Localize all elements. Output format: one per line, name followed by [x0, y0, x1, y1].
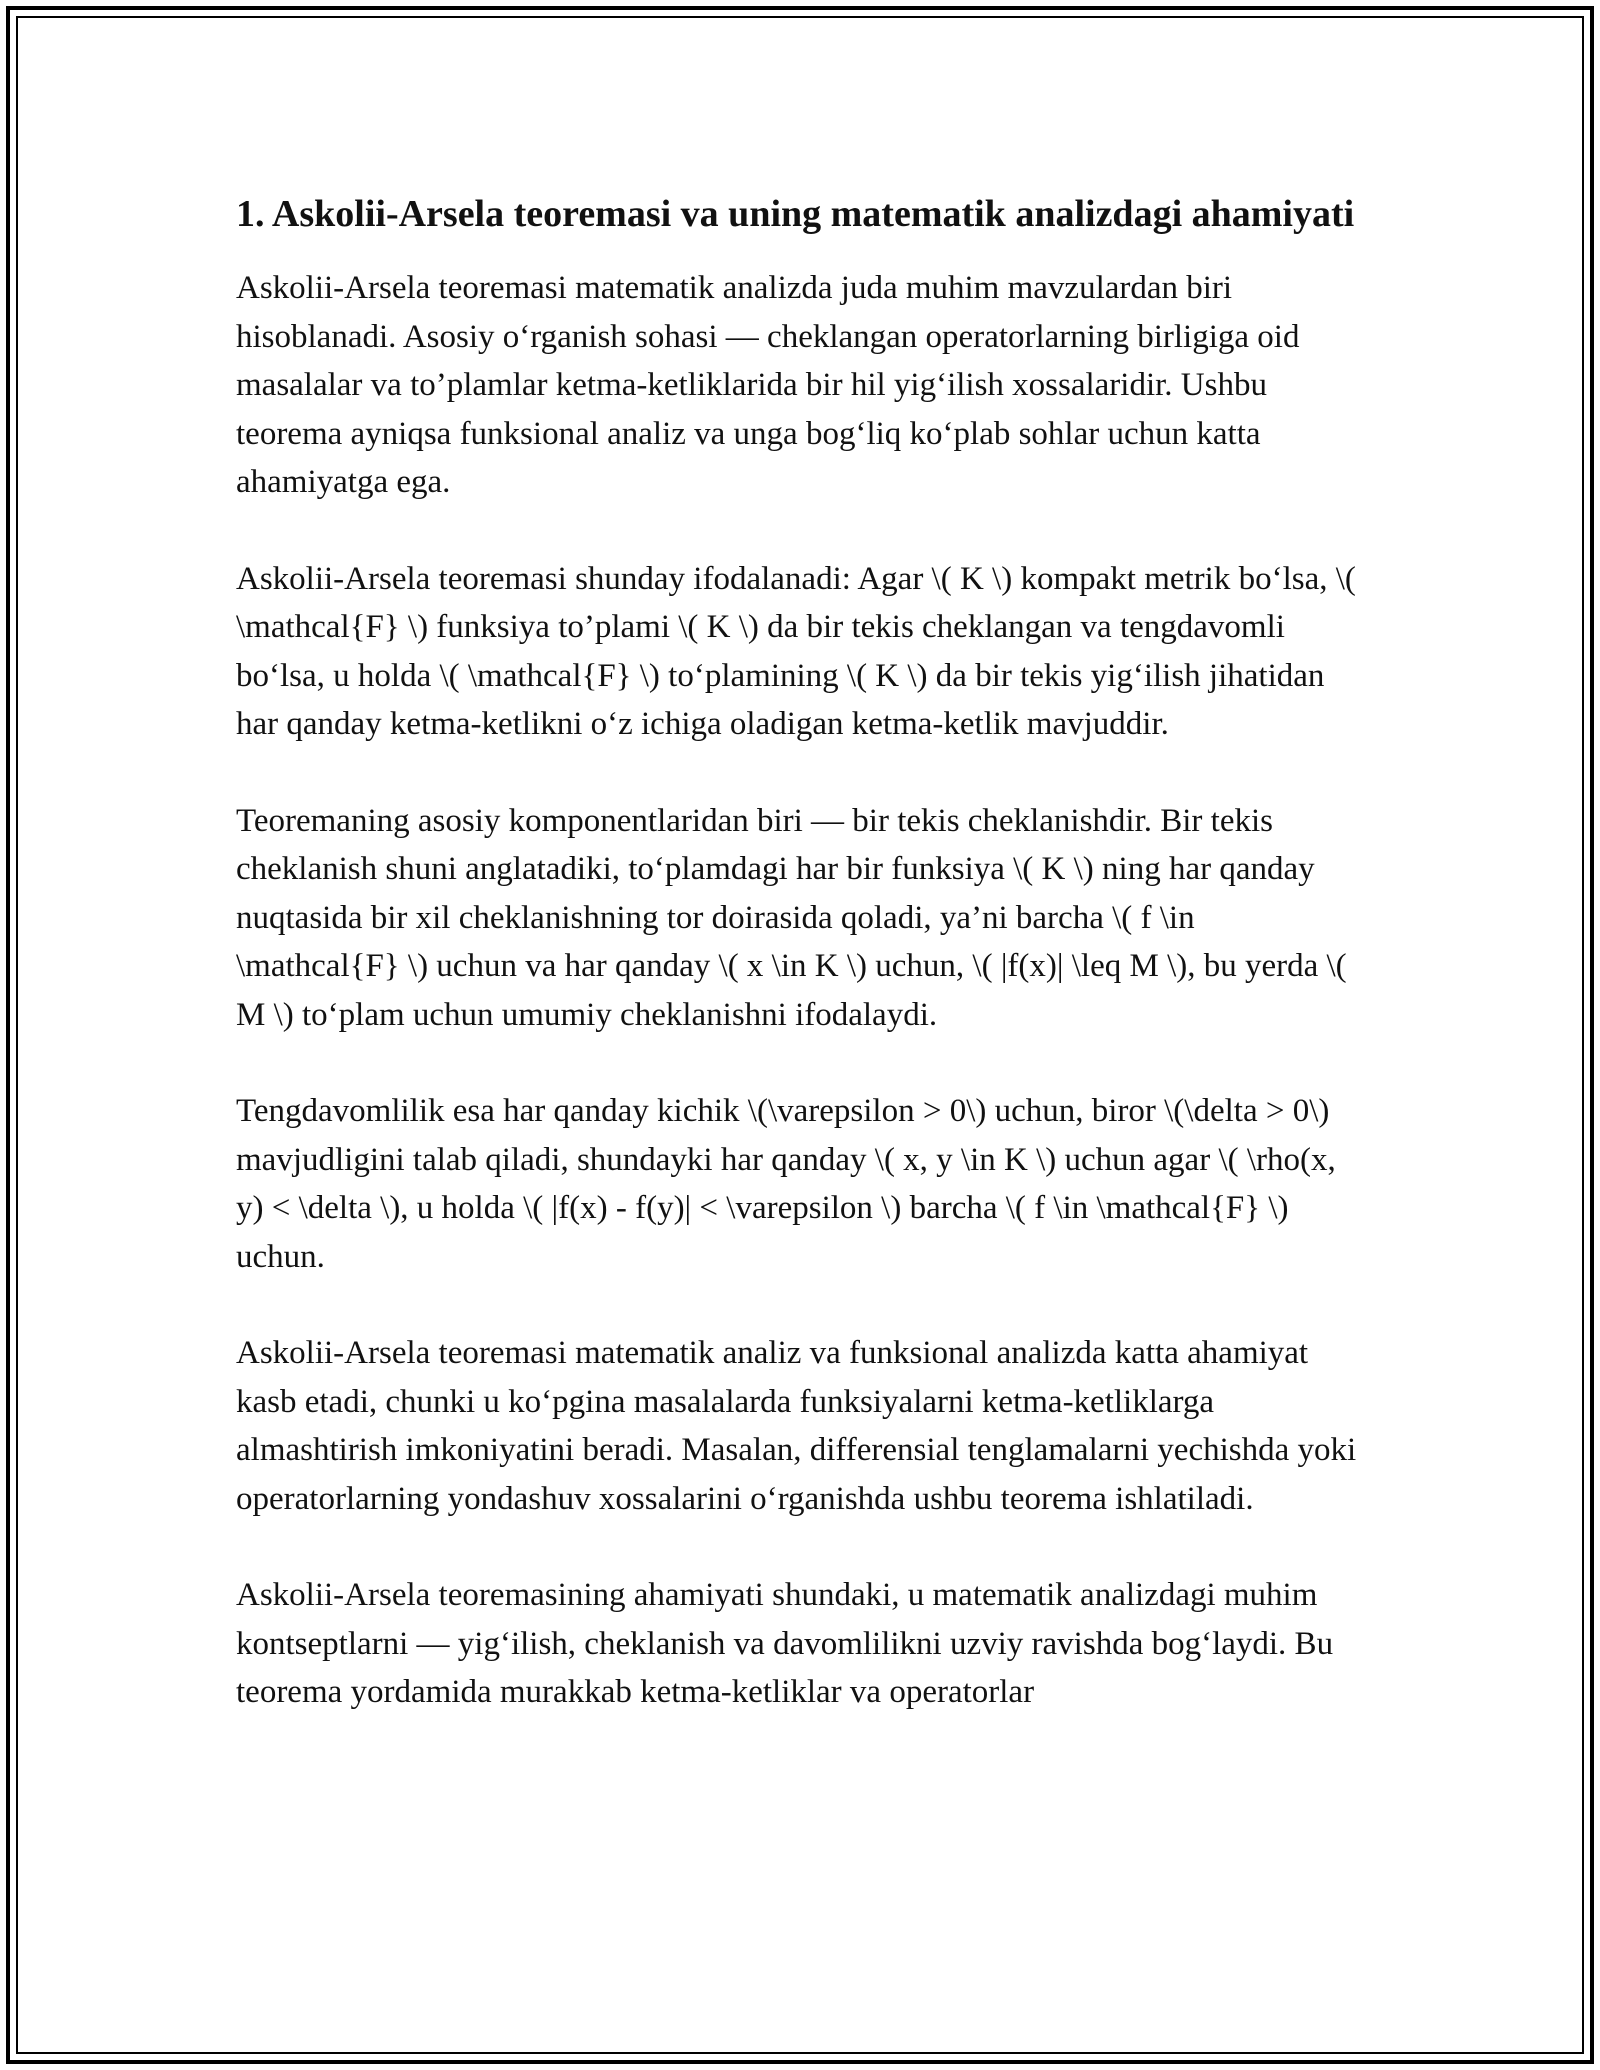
paragraph-equicontinuity: Tengdavomlilik esa har qanday kichik \(\varepsilon > 0\) uchun, biror \(\delta > 0\) mavjudligini talab qiladi, shundayki har qanday \( x, y \in K \) uchun agar \( \rho(x, y) < \delta \), u holda \( |f(x) - f(y)| < \varepsilon \) barcha \( f \in \mathcal{F} \) uchun. — [236, 1093, 1336, 1275]
paragraph-uniform-boundedness: Teoremaning asosiy komponentlaridan biri — bir tekis cheklanishdir. Bir tekis cheklanish shuni anglatadiki, to‘plamdagi har bir funksiya \( K \) ning har qanday nuqtasida bir xil cheklanishning tor doirasida qoladi, ya’ni barcha \( f \in \mathcal{F} \) uchun va har qanday \( x \in K \) uchun, \( |f(x)| \leq M \), bu yerda \( M \) to‘plam uchun umumiy cheklanishni ifodalaydi. — [236, 802, 1347, 1033]
paragraph-significance: Askolii-Arsela teoremasining ahamiyati shundaki, u matematik analizdagi muhim kontseptlarni — yig‘ilish, cheklanish va davomlilikni uzviy ravishda bog‘laydi. Bu teorema yordamida murakkab ketma-ketliklar va operatorlar — [236, 1577, 1334, 1710]
paragraph-applications: Askolii-Arsela teoremasi matematik analiz va funksional analizda katta ahamiyat kasb etadi, chunki u ko‘pgina masalalarda funksiyalarni ketma-ketliklarga almashtirish imkoniyatini beradi. Masalan, differensial tenglamalarni yechishda yoki operatorlarning yondashuv xossalarini o‘rganishda ushbu teorema ishlatiladi. — [236, 1335, 1357, 1517]
paragraph-intro: Askolii-Arsela teoremasi matematik analizda juda muhim mavzulardan biri hisoblanadi. Asosiy o‘rganish sohasi — cheklangan operatorlarning birligiga oid masalalar va to’plamlar ketma-ketliklarida bir hil yig‘ilish xossalaridir. Ushbu teorema ayniqsa funksional analiz va unga bog‘liq ko‘plab sohlar uchun katta ahamiyatga ega. — [236, 270, 1300, 500]
document-body — [236, 186, 1366, 1765]
paragraph-theorem-statement: Askolii-Arsela teoremasi shunday ifodalanadi: Agar \( K \) kompakt metrik bo‘lsa, \( \mathcal{F} \) funksiya to’plami \( K \) da bir tekis cheklangan va tengdavomli bo‘lsa, u holda \( \mathcal{F} \) to‘plamining \( K \) da bir tekis yig‘ilish jihatidan har qanday ketma-ketlikni o‘z ichiga oladigan ketma-ketlik mavjuddir. — [236, 560, 1356, 742]
document-title: 1. Askolii-Arsela teoremasi va uning matematik analizdagi ahamiyati — [236, 193, 1355, 235]
